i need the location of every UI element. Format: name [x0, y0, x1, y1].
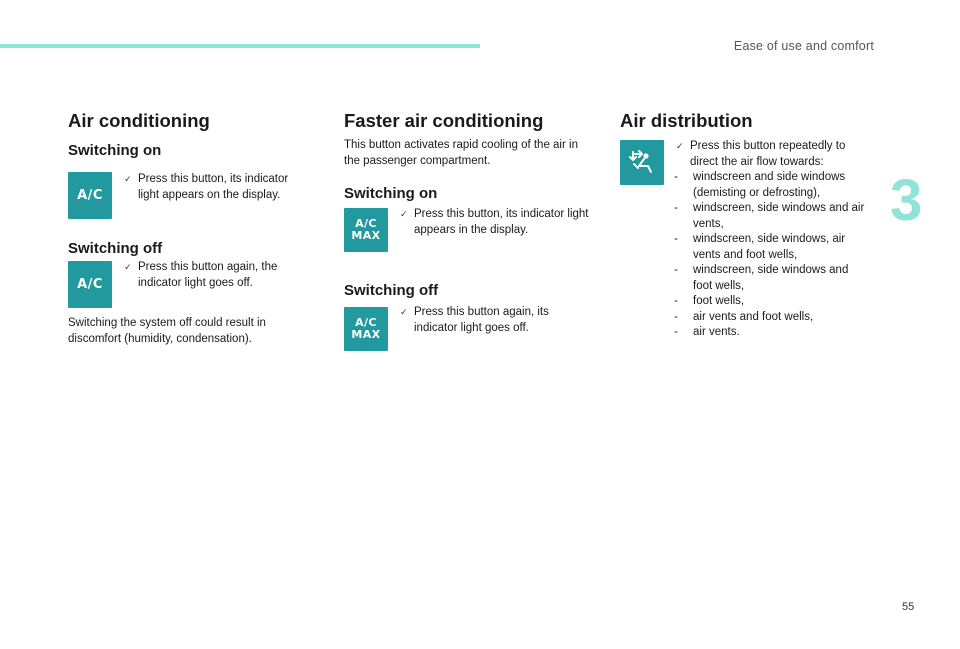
- list-item: - windscreen, side windows, air vents and foot wells,: [674, 233, 846, 261]
- switching-on-text: Press this button, its indicator light appears in the display.: [414, 208, 589, 236]
- switching-on-heading: Switching on: [68, 142, 162, 159]
- air-distribution-button-icon: [620, 140, 664, 185]
- switching-on-heading: Switching on: [344, 185, 438, 202]
- air-conditioning-section: [68, 110, 318, 345]
- list-item: - air vents and foot wells,: [674, 310, 814, 323]
- ac-button-icon: [68, 172, 112, 219]
- faster-ac-intro: This button activates rapid cooling of the air in the passenger compartment.: [344, 139, 578, 167]
- air-flow-seat-icon: [627, 148, 657, 178]
- ac-max-button-icon: [344, 208, 388, 252]
- list-item: - air vents.: [674, 326, 740, 338]
- air-flow-options-list: [674, 170, 866, 341]
- switching-off-heading: Switching off: [344, 282, 439, 299]
- air-distribution-title: Air distribution: [620, 110, 753, 131]
- instruction-bullet: ✓: [124, 174, 132, 184]
- air-conditioning-title: Air conditioning: [68, 110, 210, 131]
- instruction-bullet: ✓: [676, 141, 684, 151]
- list-item: - windscreen, side windows and air vents,: [674, 202, 865, 230]
- air-distribution-section: [620, 110, 866, 338]
- instruction-bullet: ✓: [124, 262, 132, 272]
- ac-button-icon: [68, 261, 112, 308]
- instruction-bullet: ✓: [400, 307, 408, 317]
- ac-button-label: A/C: [77, 188, 103, 203]
- page-number: 55: [902, 601, 915, 613]
- switching-on-text: Press this button, its indicator light appears on the display.: [138, 173, 289, 201]
- section-title: Ease of use and comfort: [733, 39, 874, 53]
- switching-off-text: Press this button again, its indicator light goes off.: [414, 306, 549, 334]
- ac-max-line2: MAX: [351, 328, 381, 341]
- switching-off-text: Press this button again, the indicator light goes off.: [138, 261, 278, 289]
- list-item: - windscreen, side windows and foot wells,: [674, 264, 849, 292]
- ac-max-line1: A/C: [355, 217, 377, 230]
- chapter-number: 3: [890, 168, 923, 233]
- ac-max-button-icon: [344, 307, 388, 351]
- ac-button-label: A/C: [77, 277, 103, 292]
- air-distribution-instruction: [676, 139, 866, 170]
- switching-off-instruction: [124, 260, 304, 291]
- switching-on-instruction: [124, 172, 304, 203]
- faster-ac-title: Faster air conditioning: [344, 110, 544, 131]
- switching-off-heading: Switching off: [68, 240, 163, 257]
- switching-on-instruction: [400, 207, 590, 238]
- faster-air-conditioning-section: [344, 110, 600, 341]
- header-rule: [0, 44, 480, 48]
- list-item: - foot wells,: [674, 295, 745, 307]
- system-off-note: Switching the system off could result in discomfort (humidity, condensation).: [68, 317, 266, 345]
- switching-off-instruction: [400, 305, 590, 336]
- ac-max-line1: A/C: [355, 316, 377, 329]
- ac-max-line2: MAX: [351, 229, 381, 242]
- instruction-bullet: ✓: [400, 209, 408, 219]
- list-item: - windscreen and side windows (demisting or defrosting),: [674, 171, 846, 199]
- air-distribution-text: Press this button repeatedly to direct the air flow towards:: [690, 140, 846, 168]
